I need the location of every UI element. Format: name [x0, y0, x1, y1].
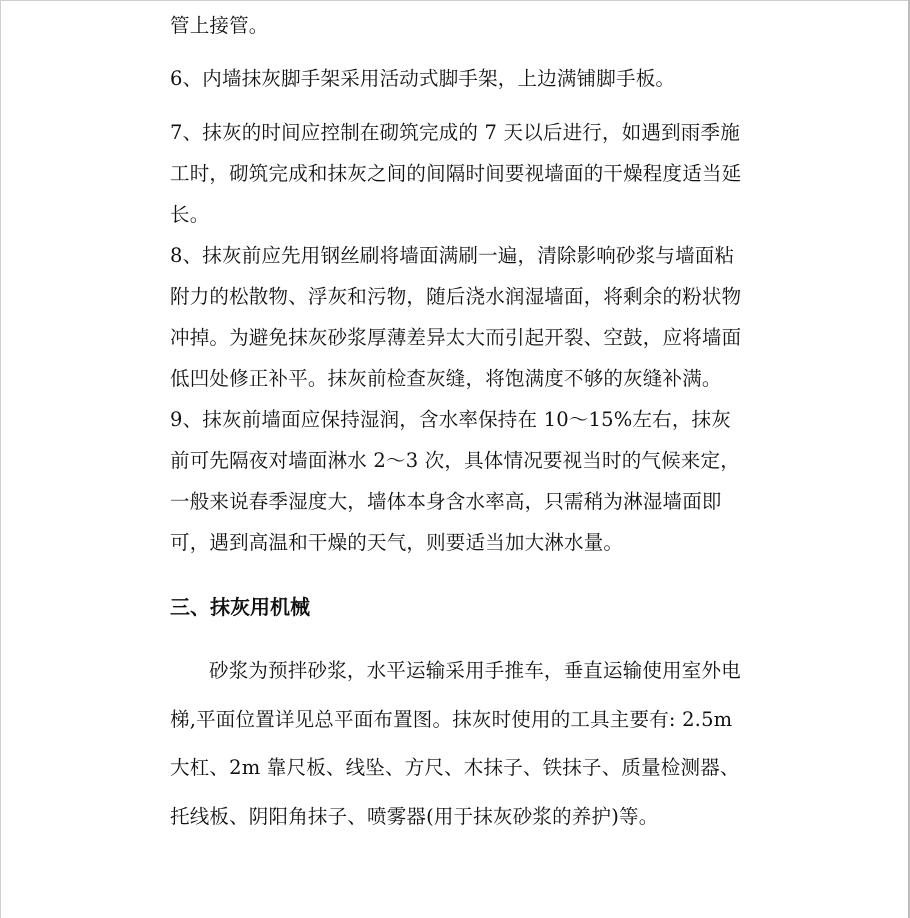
section-paragraph: 砂浆为预拌砂浆，水平运输采用手推车，垂直运输使用室外电梯,平面位置详见总平面布置图。抹灰时使用的工具主要有: 2.5m 大杠、2m 靠尺板、线坠、方尺、木抹子、铁抹子、质量检测器、托线板、阴阳角抹子、喷雾器(用于抹灰砂浆的养护)等。	[170, 659, 741, 828]
document-page	[170, 0, 742, 841]
list-item-8: 8、抹灰前应先用钢丝刷将墙面满刷一遍，清除影响砂浆与墙面粘附力的松散物、浮灰和污物，随后浇水润湿墙面，将剩余的粉状物冲掉。为避免抹灰砂浆厚薄差异太大而引起开裂、空鼓，应将墙面低凹处修正补平。抹灰前检查灰缝，将饱满度不够的灰缝补满。	[170, 244, 742, 390]
page-frame-left	[0, 0, 1, 918]
list-item-7: 7、抹灰的时间应控制在砌筑完成的 7 天以后进行，如遇到雨季施工时，砌筑完成和抹灰之间的间隔时间要视墙面的干燥程度适当延长。	[170, 121, 742, 226]
list-item-9: 9、抹灰前墙面应保持湿润，含水率保持在 10～15%左右，抹灰前可先隔夜对墙面淋水 2～3 次，具体情况要视当时的气候来定，一般来说春季湿度大，墙体本身含水率高，只需稍为淋湿墙面即可，遇到高温和干燥的天气，则要适当加大淋水量。	[170, 408, 740, 554]
section-heading: 三、抹灰用机械	[170, 595, 310, 619]
list-item-6: 6、内墙抹灰脚手架采用活动式脚手架，上边满铺脚手板。	[170, 67, 676, 90]
continuation-text: 管上接管。	[170, 14, 269, 37]
